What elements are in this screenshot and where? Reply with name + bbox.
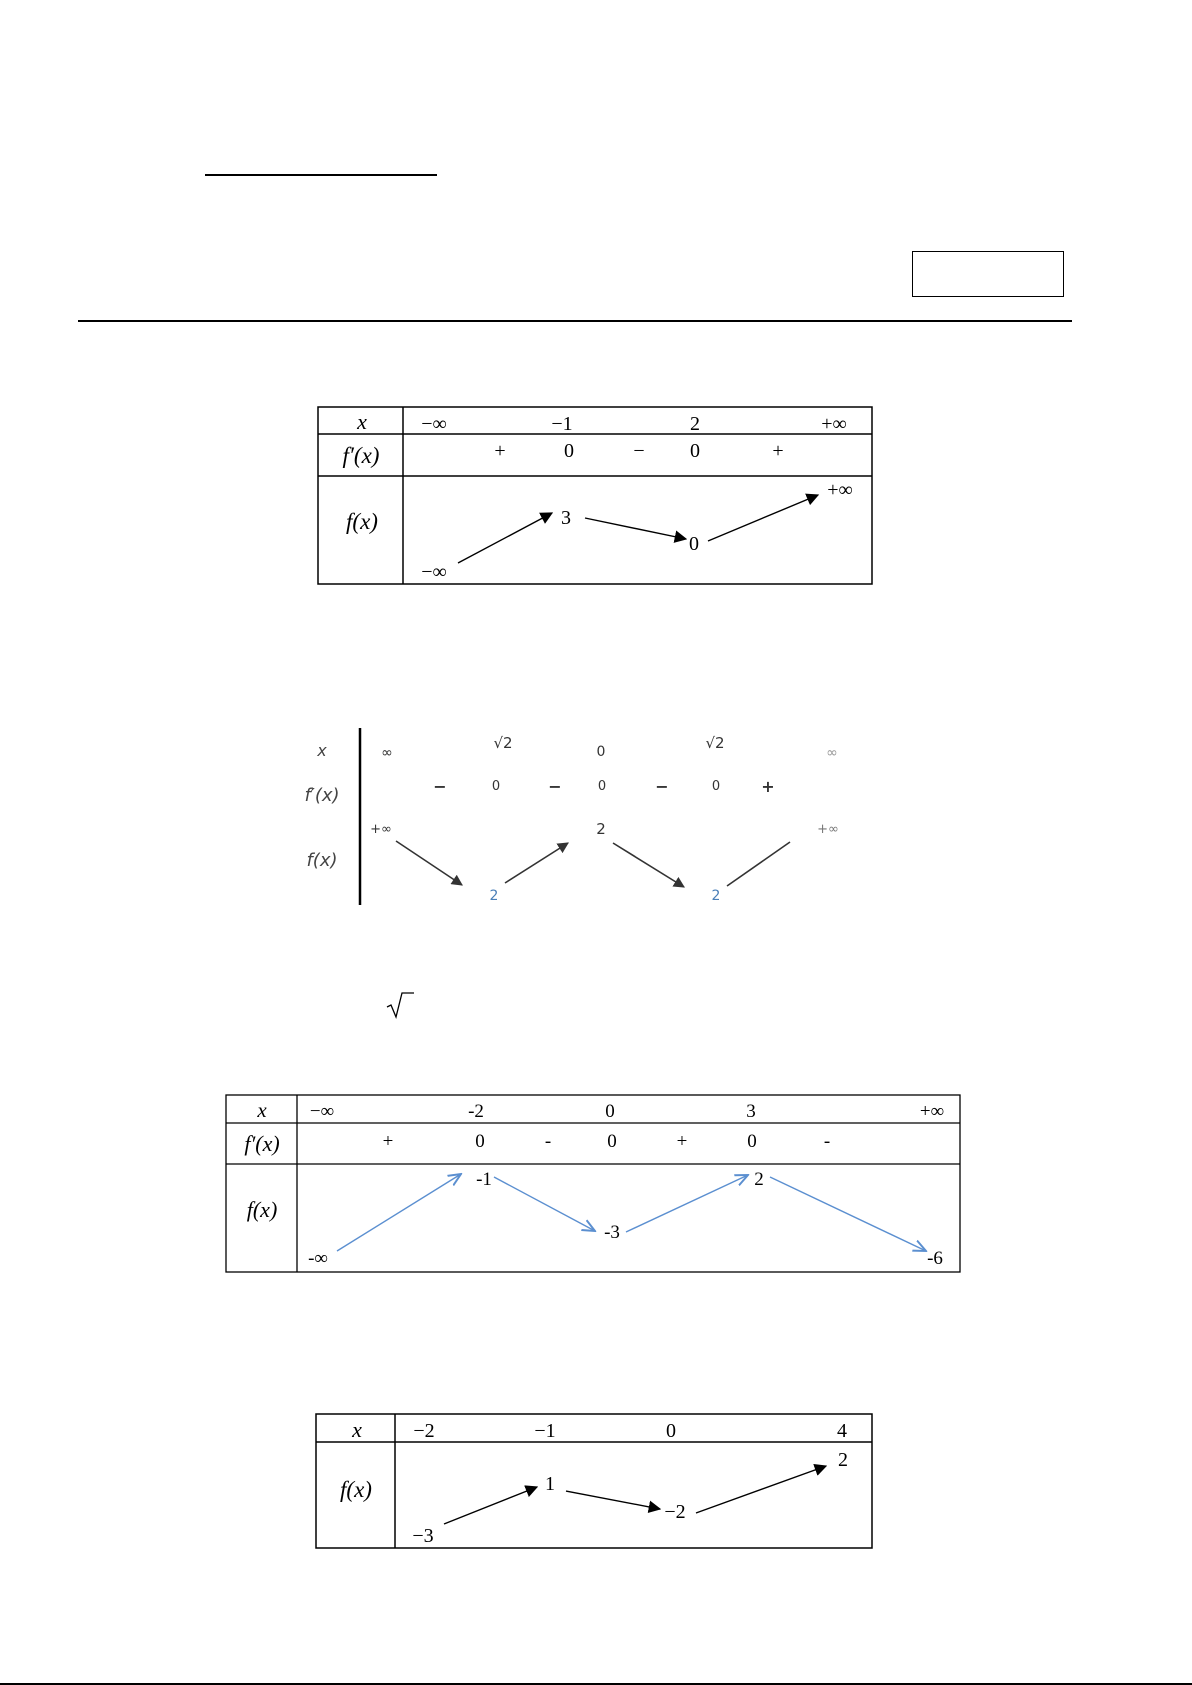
table1-f-value: 3 <box>561 507 571 529</box>
table3-decrease-arrow <box>494 1177 595 1231</box>
table1-x-value: −∞ <box>421 413 447 435</box>
table3-x-value: −∞ <box>309 1101 335 1122</box>
table4-f-value: −2 <box>664 1501 686 1523</box>
table3-f-value: -6 <box>927 1248 943 1269</box>
table1-f-label: f(x) <box>346 509 378 534</box>
table3-increase-arrow <box>337 1174 461 1251</box>
table3-x-value: +∞ <box>919 1101 945 1122</box>
table2-x-value: ∞ <box>826 745 838 761</box>
table1-increase-arrow <box>708 495 818 541</box>
table2-sign: − <box>433 777 447 796</box>
table3-sign: 0 <box>607 1131 617 1152</box>
table4-f-label: f(x) <box>340 1477 372 1502</box>
table1-fprime-label: f′(x) <box>342 443 380 468</box>
table2-f-value: +∞ <box>817 822 839 837</box>
table1-sign: 0 <box>690 440 700 462</box>
table1-sign: 0 <box>564 440 574 462</box>
table4-f-value: 1 <box>545 1473 555 1495</box>
table2-x-label: x <box>317 741 327 760</box>
table1-f-value: +∞ <box>827 479 853 501</box>
table3-sign: 0 <box>475 1131 485 1152</box>
table1-x-value: +∞ <box>821 413 847 435</box>
table3-sign: - <box>544 1131 552 1152</box>
table2-x-value: 0 <box>596 744 606 760</box>
table1-f-value: −∞ <box>421 561 447 583</box>
table1-decrease-arrow <box>585 518 686 539</box>
table2-f-label: f(x) <box>306 850 338 871</box>
table3-decrease-arrow <box>770 1177 926 1251</box>
variation-table-4 <box>316 1414 872 1548</box>
table3-sign: - <box>823 1131 831 1152</box>
table4-x-label: x <box>352 1417 362 1442</box>
table3-sign: + <box>382 1131 394 1152</box>
table2-decrease-arrow <box>613 843 684 887</box>
table2-sign: 0 <box>711 779 721 794</box>
table4-border <box>316 1414 872 1548</box>
table2-sign: − <box>655 777 669 796</box>
table2-sign: − <box>548 777 562 796</box>
table1-sign: + <box>494 440 506 462</box>
table4-f-value: −3 <box>412 1525 434 1547</box>
variation-table-1 <box>318 407 872 584</box>
table2-fprime-label: f′(x) <box>304 785 340 806</box>
table3-border <box>226 1095 960 1272</box>
table3-f-value: -1 <box>476 1169 492 1190</box>
variation-table-3 <box>226 1095 960 1272</box>
table2-x-value: √2 <box>705 734 725 752</box>
variation-table-2 <box>304 728 838 905</box>
table2-f-value: +∞ <box>370 822 392 837</box>
table4-x-value: 0 <box>666 1420 676 1442</box>
table2-increase-arrow <box>505 843 568 883</box>
table3-x-value: -2 <box>468 1101 484 1122</box>
table3-increase-arrow <box>626 1175 748 1232</box>
table1-x-value: 2 <box>690 413 700 435</box>
table2-sign: + <box>761 777 775 796</box>
table1-f-value: 0 <box>689 533 699 555</box>
table4-f-value: 2 <box>838 1449 848 1471</box>
table2-increase-arrow <box>727 842 790 886</box>
radical-sign-icon <box>385 990 415 1020</box>
table2-f-value: 2 <box>711 888 721 904</box>
table3-fprime-label: f′(x) <box>244 1131 280 1156</box>
table3-f-value: -3 <box>604 1222 620 1243</box>
table3-x-value: 3 <box>746 1101 756 1122</box>
table4-increase-arrow <box>444 1487 537 1524</box>
table4-x-value: −2 <box>413 1420 435 1442</box>
table1-increase-arrow <box>458 513 552 563</box>
table4-increase-arrow <box>696 1466 826 1513</box>
table3-f-value: 2 <box>754 1169 764 1190</box>
table3-x-value: 0 <box>605 1101 615 1122</box>
table3-f-label: f(x) <box>246 1197 278 1222</box>
table2-sign: 0 <box>597 779 607 794</box>
table1-x-label: x <box>357 409 367 434</box>
table2-f-value: 2 <box>489 888 499 904</box>
table2-x-value: √2 <box>493 734 513 752</box>
table3-sign: 0 <box>747 1131 757 1152</box>
table2-sign: 0 <box>491 779 501 794</box>
table1-sign: + <box>772 440 784 462</box>
table3-sign: + <box>676 1131 688 1152</box>
table2-f-value: 2 <box>596 820 606 838</box>
table1-x-value: −1 <box>551 413 573 435</box>
table4-x-value: −1 <box>534 1420 556 1442</box>
table3-x-label: x <box>257 1098 267 1122</box>
page-bottom-rule <box>0 1683 1192 1685</box>
table2-decrease-arrow <box>396 841 462 885</box>
table3-f-value: -∞ <box>308 1248 328 1269</box>
table4-decrease-arrow <box>566 1491 660 1509</box>
table1-sign: − <box>633 440 645 462</box>
table2-x-value: ∞ <box>381 745 393 761</box>
table4-x-value: 4 <box>837 1420 847 1442</box>
